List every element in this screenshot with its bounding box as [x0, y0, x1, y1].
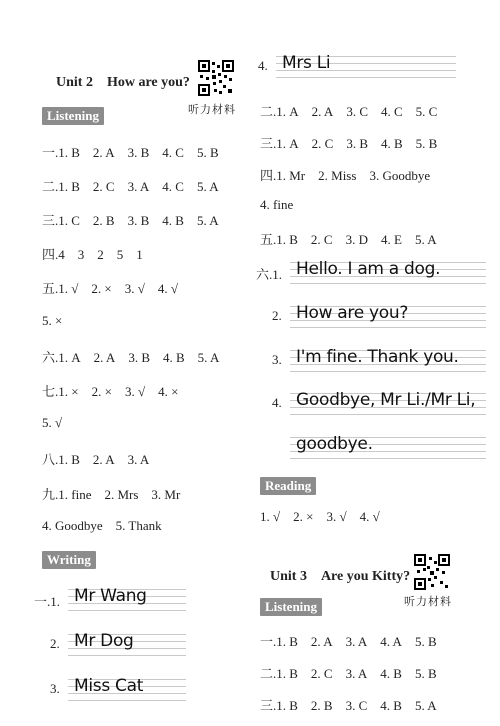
answer-item: 三.1. B [260, 698, 298, 713]
handwriting-line [50, 673, 186, 703]
answer-item: 3. √ [124, 281, 145, 296]
answer-row [42, 278, 178, 297]
answer-item: 七.1. × [42, 384, 79, 399]
answer-item: 八.1. B [42, 452, 80, 467]
answer-item: 2. A [92, 145, 115, 160]
answer-row [260, 197, 293, 213]
answer-item: 一.1. B [260, 634, 298, 649]
qr-label: 听力材料 [404, 595, 452, 608]
answer-item: 3. B [128, 350, 150, 365]
answer-item: 4. B [162, 213, 184, 228]
handwritten-answer: Mrs Li [282, 53, 331, 73]
answer-item: 4. √ [359, 509, 380, 524]
handwritten-answer: Miss Cat [74, 676, 144, 696]
answer-item: 5. √ [42, 415, 63, 430]
answer-item: 九.1. fine [42, 487, 92, 502]
answer-row [42, 381, 178, 400]
answer-item: 5. A [414, 698, 437, 713]
answer-item: 5. C [415, 104, 438, 119]
answer-item: 三.1. A [260, 136, 299, 151]
listening-section-tag: Listening [42, 107, 104, 125]
answer-item: 3. C [346, 104, 368, 119]
answer-item: 2. × [293, 509, 314, 524]
answer-item: 3. A [345, 666, 368, 681]
answer-item: 2 [97, 247, 104, 262]
handwritten-answer: I'm fine. Thank you. [296, 347, 459, 367]
answer-row [42, 484, 180, 503]
unit-2-title: Unit 2 How are you? [56, 75, 190, 90]
answer-row [260, 133, 437, 152]
answer-row [260, 695, 437, 714]
answer-item: 3. A [345, 634, 368, 649]
answer-item: 4. C [162, 145, 184, 160]
answer-item: 3. B [127, 213, 150, 228]
answer-item: 2. C [92, 179, 115, 194]
question-number: 六.1. [256, 267, 283, 282]
answer-row [42, 449, 149, 468]
answer-row [42, 313, 62, 329]
answer-row [42, 518, 162, 534]
answer-item: 4. C [162, 179, 184, 194]
answer-item: 5 [116, 247, 124, 262]
answer-item: 2. C [310, 232, 333, 247]
writing-section-tag: Writing [42, 551, 96, 569]
answer-item: 3. A [127, 452, 150, 467]
handwriting-line [272, 344, 486, 374]
answer-item: 5. B [415, 136, 438, 151]
answer-item: 3. B [346, 136, 368, 151]
answer-item: 二.1. B [260, 666, 298, 681]
question-number: 3. [272, 352, 282, 367]
answer-row [42, 142, 219, 161]
answer-item: 二.1. B [42, 179, 80, 194]
answer-item: 4. B [162, 350, 185, 365]
handwriting-line [272, 387, 486, 417]
answer-item: 4. E [380, 232, 402, 247]
answer-row [260, 509, 380, 525]
answer-item: 五.1. √ [42, 281, 79, 296]
answer-item: 2. C [310, 666, 333, 681]
answer-item: 2. A [93, 350, 116, 365]
answer-item: 5. B [196, 145, 219, 160]
answer-item: 2. B [92, 213, 115, 228]
answer-item: 3. √ [124, 384, 146, 399]
answer-item: 3. D [345, 232, 368, 247]
handwritten-answer: Goodbye, Mr Li./Mr Li, [296, 390, 476, 410]
answer-item: 六.1. A [42, 350, 81, 365]
handwritten-answer: How are you? [296, 303, 409, 323]
answer-item: 5. B [414, 666, 437, 681]
question-number: 2. [272, 308, 282, 323]
qr-code-icon[interactable] [198, 60, 234, 96]
answer-item: 5. A [197, 350, 220, 365]
answer-item: 5. A [196, 213, 219, 228]
answer-row [260, 229, 437, 248]
answer-item: 2. Mrs [104, 487, 139, 502]
answer-item: 1 [136, 247, 143, 262]
answer-item: 四.4 [42, 247, 65, 262]
question-number: 一.1. [34, 594, 61, 609]
handwriting-line [256, 256, 486, 286]
answer-item: 4. × [158, 384, 179, 399]
answer-item: 2. C [311, 136, 334, 151]
answer-row [42, 347, 219, 366]
answer-item: 2. A [92, 452, 115, 467]
answer-item: 4. A [380, 634, 402, 649]
handwriting-line [272, 300, 486, 330]
answer-item: 4. Goodbye [42, 518, 103, 533]
question-number: 4. [272, 395, 282, 410]
answer-item: 4. B [380, 136, 403, 151]
answer-item: 2. B [310, 698, 333, 713]
answer-item: 三.1. C [42, 213, 80, 228]
answer-item: 3. Goodbye [369, 168, 431, 183]
handwritten-answer: Hello. I am a dog. [296, 259, 441, 279]
answer-item: 二.1. A [260, 104, 299, 119]
question-number: 4. [258, 58, 268, 73]
answer-item: 2. Miss [318, 168, 357, 183]
answer-item: 4. √ [157, 281, 179, 296]
answer-item: 4. C [380, 104, 403, 119]
qr-label: 听力材料 [188, 103, 236, 116]
reading-section-tag: Reading [260, 477, 316, 495]
answer-item: 2. × [91, 281, 112, 296]
left-column [34, 0, 243, 726]
answer-row [260, 101, 437, 120]
answer-row [260, 663, 437, 682]
answer-item: 4. fine [260, 197, 294, 212]
answer-item: 4. B [380, 698, 402, 713]
answer-row [42, 210, 219, 229]
answer-item: 3 [77, 247, 85, 262]
answer-item: 一.1. B [42, 145, 80, 160]
answer-item: 3. A [127, 179, 150, 194]
answer-item: 5. B [414, 634, 437, 649]
handwriting-line [50, 628, 186, 658]
question-number: 2. [50, 636, 60, 651]
answer-item: 4. B [380, 666, 402, 681]
answer-item: 5. Thank [115, 518, 162, 533]
answer-item: 1. √ [260, 509, 281, 524]
handwritten-answer: Mr Wang [74, 586, 147, 606]
answer-row [260, 165, 430, 184]
answer-item: 5. A [196, 179, 219, 194]
answer-item: 5. × [42, 313, 63, 328]
answer-item: 2. A [311, 104, 334, 119]
question-number: 3. [50, 681, 60, 696]
handwriting-line [290, 431, 486, 461]
unit-3-title: Unit 3 Are you Kitty? [270, 569, 411, 584]
answer-item: 2. × [91, 384, 112, 399]
right-column [258, 0, 488, 726]
qr-code-icon[interactable] [414, 554, 450, 590]
handwritten-answer: Mr Dog [74, 631, 134, 651]
handwriting-line [34, 583, 186, 613]
answer-item: 3. √ [326, 509, 347, 524]
listening-section-tag: Listening [260, 598, 322, 616]
answer-item: 3. Mr [151, 487, 181, 502]
handwritten-answer: goodbye. [296, 434, 373, 454]
answer-row [42, 244, 143, 263]
answer-item: 3. C [345, 698, 368, 713]
answer-row [260, 631, 437, 650]
answer-item: 五.1. B [260, 232, 298, 247]
answer-item: 3. B [127, 145, 150, 160]
handwriting-line [258, 50, 456, 80]
answer-row [42, 415, 62, 431]
answer-row [42, 176, 219, 195]
answer-item: 2. A [310, 634, 333, 649]
answer-item: 四.1. Mr [260, 168, 306, 183]
answer-item: 5. A [414, 232, 437, 247]
